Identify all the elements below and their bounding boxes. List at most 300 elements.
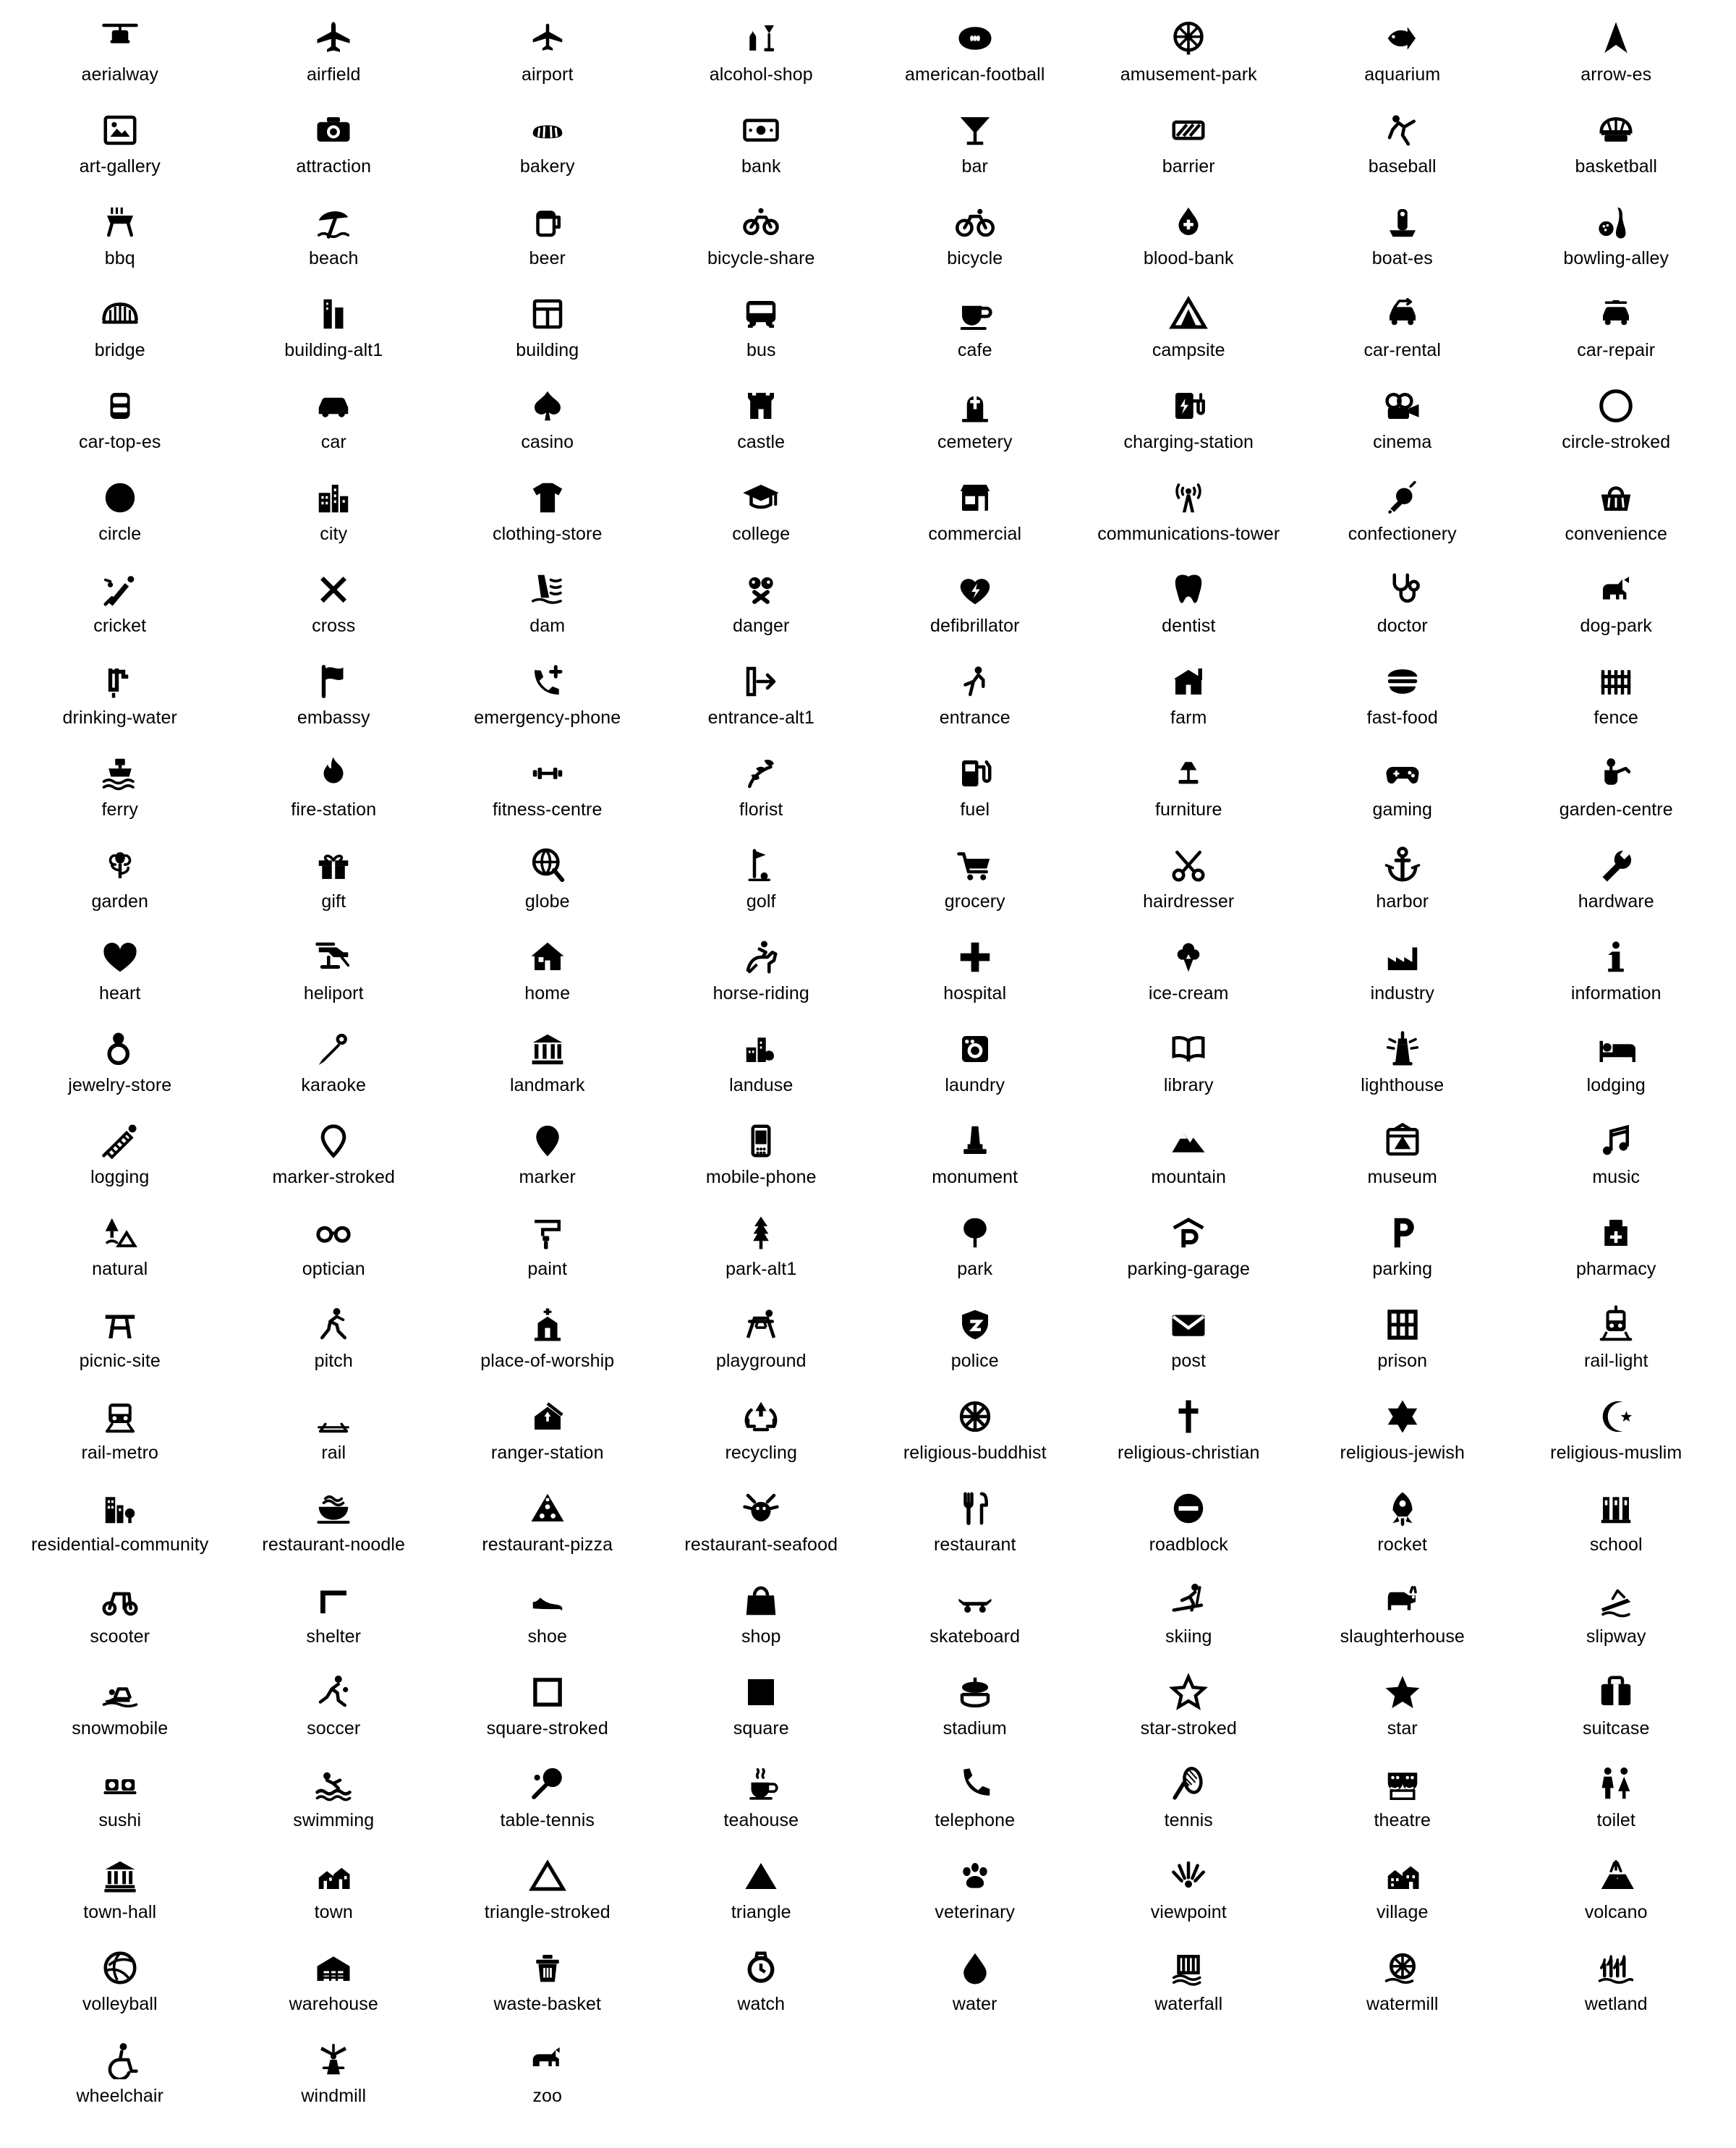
charging-station-icon <box>1169 381 1208 431</box>
icon-cell-aerialway[interactable] <box>13 6 227 98</box>
icon-cell-karaoke[interactable] <box>227 1016 441 1108</box>
bank-icon <box>741 105 780 156</box>
icon-cell-shoe[interactable] <box>441 1568 655 1660</box>
airport-icon <box>528 13 567 64</box>
icon-cell-basketball[interactable] <box>1510 98 1724 190</box>
icon-cell-barrier[interactable] <box>1082 98 1296 190</box>
icon-cell-volleyball[interactable] <box>13 1935 227 2027</box>
icon-label: florist <box>739 799 783 820</box>
icon-cell-attraction[interactable] <box>227 98 441 190</box>
icon-cell-clothing-store[interactable] <box>441 465 655 557</box>
waterfall-icon <box>1169 1943 1208 1993</box>
icon-cell-square-stroked[interactable] <box>441 1660 655 1752</box>
icon-cell-waterfall[interactable] <box>1082 1935 1296 2027</box>
icon-cell-convenience[interactable] <box>1510 465 1724 557</box>
danger-icon <box>741 564 780 615</box>
icon-cell-park-alt1[interactable] <box>655 1200 869 1292</box>
boat-es-icon <box>1383 197 1422 247</box>
icon-cell-entrance[interactable] <box>868 649 1082 741</box>
icon-label: village <box>1376 1902 1429 1922</box>
icon-cell-post[interactable] <box>1082 1292 1296 1384</box>
icon-cell-prison[interactable] <box>1295 1292 1510 1384</box>
lighthouse-icon <box>1383 1024 1422 1074</box>
toilet-icon <box>1596 1759 1635 1809</box>
icon-cell-star-stroked[interactable] <box>1082 1660 1296 1752</box>
icon-label: ice-cream <box>1148 983 1229 1003</box>
car-repair-icon <box>1596 289 1635 339</box>
icon-cell-police[interactable] <box>868 1292 1082 1384</box>
icon-cell-picnic-site[interactable] <box>13 1292 227 1384</box>
alcohol-shop-icon <box>741 13 780 64</box>
restaurant-pizza-icon <box>528 1483 567 1534</box>
icon-cell-doctor[interactable] <box>1295 557 1510 649</box>
icon-cell-slaughterhouse[interactable] <box>1295 1568 1510 1660</box>
icon-label: hardware <box>1578 891 1654 912</box>
icon-cell-harbor[interactable] <box>1295 833 1510 925</box>
icon-cell-rail-light[interactable] <box>1510 1292 1724 1384</box>
icon-cell-square[interactable] <box>655 1660 869 1752</box>
icon-label: american-football <box>905 64 1045 85</box>
icon-label: monument <box>932 1167 1018 1187</box>
icon-cell-triangle-stroked[interactable] <box>441 1843 655 1935</box>
icon-cell-town[interactable] <box>227 1843 441 1935</box>
icon-cell-globe[interactable] <box>441 833 655 925</box>
icon-cell-hardware[interactable] <box>1510 833 1724 925</box>
icon-cell-fire-station[interactable] <box>227 741 441 833</box>
icon-cell-heart[interactable] <box>13 925 227 1016</box>
icon-cell-triangle[interactable] <box>655 1843 869 1935</box>
entrance-alt1-icon <box>741 656 780 707</box>
icon-cell-commercial[interactable] <box>868 465 1082 557</box>
icon-cell-watermill[interactable] <box>1295 1935 1510 2027</box>
icon-cell-emergency-phone[interactable] <box>441 649 655 741</box>
square-icon <box>741 1667 780 1718</box>
icon-cell-warehouse[interactable] <box>227 1935 441 2027</box>
icon-cell-ferry[interactable] <box>13 741 227 833</box>
icon-cell-bicycle[interactable] <box>868 190 1082 281</box>
icon-cell-casino[interactable] <box>441 373 655 465</box>
icon-cell-sushi[interactable] <box>13 1752 227 1843</box>
icon-label: car-repair <box>1577 340 1656 360</box>
icon-cell-school[interactable] <box>1510 1476 1724 1568</box>
icon-cell-wetland[interactable] <box>1510 1935 1724 2027</box>
icon-cell-teahouse[interactable] <box>655 1752 869 1843</box>
star-icon <box>1383 1667 1422 1718</box>
icon-cell-shelter[interactable] <box>227 1568 441 1660</box>
icon-label: laundry <box>945 1075 1005 1095</box>
icon-cell-star[interactable] <box>1295 1660 1510 1752</box>
icon-cell-home[interactable] <box>441 925 655 1016</box>
icon-cell-fence[interactable] <box>1510 649 1724 741</box>
icon-cell-building[interactable] <box>441 281 655 373</box>
icon-cell-restaurant[interactable] <box>868 1476 1082 1568</box>
restaurant-noodle-icon <box>314 1483 353 1534</box>
icon-cell-arrow-es[interactable] <box>1510 6 1724 98</box>
icon-cell-watch[interactable] <box>655 1935 869 2027</box>
icon-cell-museum[interactable] <box>1295 1108 1510 1200</box>
icon-label: waste-basket <box>493 1994 601 2014</box>
icon-label: telephone <box>935 1810 1016 1830</box>
icon-cell-soccer[interactable] <box>227 1660 441 1752</box>
icon-cell-baseball[interactable] <box>1295 98 1510 190</box>
bicycle-share-icon <box>741 197 780 247</box>
cinema-icon <box>1383 381 1422 431</box>
icon-cell-farm[interactable] <box>1082 649 1296 741</box>
icon-cell-hairdresser[interactable] <box>1082 833 1296 925</box>
heliport-icon <box>314 932 353 982</box>
icon-cell-circle-stroked[interactable] <box>1510 373 1724 465</box>
museum-icon <box>1383 1116 1422 1166</box>
icon-label: hospital <box>943 983 1007 1003</box>
icon-cell-stadium[interactable] <box>868 1660 1082 1752</box>
religious-jewish-icon <box>1383 1391 1422 1442</box>
icon-cell-heliport[interactable] <box>227 925 441 1016</box>
icon-label: viewpoint <box>1150 1902 1227 1922</box>
icon-label: marker-stroked <box>272 1167 395 1187</box>
icon-cell-lighthouse[interactable] <box>1295 1016 1510 1108</box>
icon-cell-jewelry-store[interactable] <box>13 1016 227 1108</box>
icon-label: campsite <box>1152 340 1225 360</box>
icon-cell-paint[interactable] <box>441 1200 655 1292</box>
religious-christian-icon <box>1169 1391 1208 1442</box>
icon-cell-scooter[interactable] <box>13 1568 227 1660</box>
icon-label: dam <box>529 616 566 636</box>
icon-cell-hospital[interactable] <box>868 925 1082 1016</box>
icon-cell-water[interactable] <box>868 1935 1082 2027</box>
icon-cell-charging-station[interactable] <box>1082 373 1296 465</box>
icon-label: baseball <box>1368 156 1437 177</box>
icon-cell-recycling[interactable] <box>655 1384 869 1476</box>
communications-tower-icon <box>1169 472 1208 523</box>
icon-cell-place-of-worship[interactable] <box>441 1292 655 1384</box>
icon-cell-fuel[interactable] <box>868 741 1082 833</box>
icon-cell-mountain[interactable] <box>1082 1108 1296 1200</box>
town-icon <box>314 1851 353 1901</box>
icon-label: drinking-water <box>62 708 177 728</box>
icon-cell-restaurant-pizza[interactable] <box>441 1476 655 1568</box>
restaurant-seafood-icon <box>741 1483 780 1534</box>
icon-cell-religious-christian[interactable] <box>1082 1384 1296 1476</box>
icon-cell-religious-muslim[interactable] <box>1510 1384 1724 1476</box>
icon-cell-american-football[interactable] <box>868 6 1082 98</box>
icon-cell-logging[interactable] <box>13 1108 227 1200</box>
icon-cell-telephone[interactable] <box>868 1752 1082 1843</box>
icon-cell-ranger-station[interactable] <box>441 1384 655 1476</box>
icon-cell-parking[interactable] <box>1295 1200 1510 1292</box>
suitcase-icon <box>1596 1667 1635 1718</box>
icon-cell-aquarium[interactable] <box>1295 6 1510 98</box>
icon-cell-bowling-alley[interactable] <box>1510 190 1724 281</box>
zoo-icon <box>528 2034 567 2085</box>
icon-cell-garden[interactable] <box>13 833 227 925</box>
icon-cell-florist[interactable] <box>655 741 869 833</box>
icon-label: rail-light <box>1583 1351 1648 1371</box>
cross-icon <box>314 564 353 615</box>
icon-cell-beer[interactable] <box>441 190 655 281</box>
icon-cell-optician[interactable] <box>227 1200 441 1292</box>
icon-cell-danger[interactable] <box>655 557 869 649</box>
embassy-icon <box>314 656 353 707</box>
icon-cell-zoo[interactable] <box>441 2027 655 2119</box>
icon-cell-cafe[interactable] <box>868 281 1082 373</box>
icon-cell-volcano[interactable] <box>1510 1843 1724 1935</box>
icon-cell-circle[interactable] <box>13 465 227 557</box>
triangle-stroked-icon <box>528 1851 567 1901</box>
icon-cell-dentist[interactable] <box>1082 557 1296 649</box>
icon-cell-golf[interactable] <box>655 833 869 925</box>
icon-cell-bridge[interactable] <box>13 281 227 373</box>
icon-cell-drinking-water[interactable] <box>13 649 227 741</box>
icon-cell-information[interactable] <box>1510 925 1724 1016</box>
commercial-icon <box>956 472 995 523</box>
icon-cell-amusement-park[interactable] <box>1082 6 1296 98</box>
icon-cell-car[interactable] <box>227 373 441 465</box>
icon-label: triangle <box>731 1902 791 1922</box>
icon-cell-embassy[interactable] <box>227 649 441 741</box>
icon-cell-garden-centre[interactable] <box>1510 741 1724 833</box>
icon-cell-ice-cream[interactable] <box>1082 925 1296 1016</box>
icon-cell-roadblock[interactable] <box>1082 1476 1296 1568</box>
icon-label: star <box>1387 1718 1418 1739</box>
icon-cell-restaurant-seafood[interactable] <box>655 1476 869 1568</box>
icon-label: suitcase <box>1582 1718 1650 1739</box>
icon-cell-park[interactable] <box>868 1200 1082 1292</box>
slaughterhouse-icon <box>1383 1575 1422 1626</box>
convenience-icon <box>1596 472 1635 523</box>
icon-cell-cricket[interactable] <box>13 557 227 649</box>
shop-icon <box>741 1575 780 1626</box>
icon-cell-restaurant-noodle[interactable] <box>227 1476 441 1568</box>
icon-cell-library[interactable] <box>1082 1016 1296 1108</box>
icon-label: watermill <box>1366 1994 1439 2014</box>
icon-label: airfield <box>307 64 361 85</box>
icon-cell-alcohol-shop[interactable] <box>655 6 869 98</box>
icon-cell-village[interactable] <box>1295 1843 1510 1935</box>
icon-cell-car-rental[interactable] <box>1295 281 1510 373</box>
icon-cell-mobile-phone[interactable] <box>655 1108 869 1200</box>
icon-cell-gift[interactable] <box>227 833 441 925</box>
swimming-icon <box>314 1759 353 1809</box>
icon-cell-rail-metro[interactable] <box>13 1384 227 1476</box>
icon-label: fence <box>1594 708 1639 728</box>
icon-cell-airfield[interactable] <box>227 6 441 98</box>
landuse-icon <box>741 1024 780 1074</box>
icon-cell-communications-tower[interactable] <box>1082 465 1296 557</box>
icon-label: horse-riding <box>712 983 809 1003</box>
bowling-alley-icon <box>1596 197 1635 247</box>
icon-cell-music[interactable] <box>1510 1108 1724 1200</box>
icon-label: beer <box>529 248 566 268</box>
icon-cell-grocery[interactable] <box>868 833 1082 925</box>
fast-food-icon <box>1383 656 1422 707</box>
icon-cell-veterinary[interactable] <box>868 1843 1082 1935</box>
icon-cell-windmill[interactable] <box>227 2027 441 2119</box>
icon-cell-waste-basket[interactable] <box>441 1935 655 2027</box>
icon-label: table-tennis <box>500 1810 595 1830</box>
icon-cell-viewpoint[interactable] <box>1082 1843 1296 1935</box>
icon-cell-rail[interactable] <box>227 1384 441 1476</box>
icon-cell-car-repair[interactable] <box>1510 281 1724 373</box>
icon-label: hairdresser <box>1143 891 1235 912</box>
soccer-icon <box>314 1667 353 1718</box>
icon-cell-lodging[interactable] <box>1510 1016 1724 1108</box>
icon-cell-tennis[interactable] <box>1082 1752 1296 1843</box>
icon-label: bicycle-share <box>707 248 815 268</box>
icon-cell-swimming[interactable] <box>227 1752 441 1843</box>
icon-label: playground <box>715 1351 807 1371</box>
icon-cell-confectionery[interactable] <box>1295 465 1510 557</box>
icon-cell-skateboard[interactable] <box>868 1568 1082 1660</box>
icon-cell-monument[interactable] <box>868 1108 1082 1200</box>
icon-label: volleyball <box>82 1994 158 2014</box>
theatre-icon <box>1383 1759 1422 1809</box>
icon-label: recycling <box>725 1443 798 1463</box>
heart-icon <box>101 932 140 982</box>
icon-label: gaming <box>1372 799 1433 820</box>
icon-cell-car-top-es[interactable] <box>13 373 227 465</box>
icon-label: grocery <box>944 891 1005 912</box>
building-icon <box>528 289 567 339</box>
icon-cell-pitch[interactable] <box>227 1292 441 1384</box>
icon-label: prison <box>1377 1351 1428 1371</box>
rocket-icon <box>1383 1483 1422 1534</box>
religious-buddhist-icon <box>956 1391 995 1442</box>
restaurant-icon <box>956 1483 995 1534</box>
parking-garage-icon <box>1169 1207 1208 1258</box>
icon-cell-gaming[interactable] <box>1295 741 1510 833</box>
triangle-icon <box>741 1851 780 1901</box>
icon-cell-art-gallery[interactable] <box>13 98 227 190</box>
icon-cell-bar[interactable] <box>868 98 1082 190</box>
icon-cell-laundry[interactable] <box>868 1016 1082 1108</box>
icon-cell-blood-bank[interactable] <box>1082 190 1296 281</box>
icon-cell-religious-buddhist[interactable] <box>868 1384 1082 1476</box>
icon-cell-boat-es[interactable] <box>1295 190 1510 281</box>
icon-cell-parking-garage[interactable] <box>1082 1200 1296 1292</box>
harbor-icon <box>1383 840 1422 891</box>
hospital-icon <box>956 932 995 982</box>
icon-label: religious-muslim <box>1550 1443 1682 1463</box>
watermill-icon <box>1383 1943 1422 1993</box>
icon-label: arrow-es <box>1580 64 1652 85</box>
town-hall-icon <box>101 1851 140 1901</box>
icon-cell-marker-stroked[interactable] <box>227 1108 441 1200</box>
icon-cell-horse-riding[interactable] <box>655 925 869 1016</box>
icon-label: town <box>314 1902 353 1922</box>
bakery-icon <box>528 105 567 156</box>
icon-label: music <box>1592 1167 1641 1187</box>
icon-cell-fast-food[interactable] <box>1295 649 1510 741</box>
icon-cell-residential-community[interactable] <box>13 1476 227 1568</box>
icon-label: blood-bank <box>1143 248 1234 268</box>
icon-cell-cemetery[interactable] <box>868 373 1082 465</box>
icon-label: bus <box>746 340 776 360</box>
icon-cell-building-alt1[interactable] <box>227 281 441 373</box>
icon-cell-campsite[interactable] <box>1082 281 1296 373</box>
icon-cell-fitness-centre[interactable] <box>441 741 655 833</box>
water-icon <box>956 1943 995 1993</box>
tennis-icon <box>1169 1759 1208 1809</box>
icon-cell-suitcase[interactable] <box>1510 1660 1724 1752</box>
icon-cell-wheelchair[interactable] <box>13 2027 227 2119</box>
icon-label: lodging <box>1586 1075 1646 1095</box>
icon-cell-landmark[interactable] <box>441 1016 655 1108</box>
windmill-icon <box>314 2034 353 2085</box>
icon-cell-skiing[interactable] <box>1082 1568 1296 1660</box>
veterinary-icon <box>956 1851 995 1901</box>
icon-label: heart <box>99 983 141 1003</box>
icon-cell-pharmacy[interactable] <box>1510 1200 1724 1292</box>
icon-cell-landuse[interactable] <box>655 1016 869 1108</box>
icon-cell-religious-jewish[interactable] <box>1295 1384 1510 1476</box>
bicycle-icon <box>956 197 995 247</box>
icon-label: castle <box>737 432 786 452</box>
icon-cell-snowmobile[interactable] <box>13 1660 227 1752</box>
icon-cell-toilet[interactable] <box>1510 1752 1724 1843</box>
icon-cell-playground[interactable] <box>655 1292 869 1384</box>
bridge-icon <box>101 289 140 339</box>
icon-cell-natural[interactable] <box>13 1200 227 1292</box>
icon-cell-college[interactable] <box>655 465 869 557</box>
icon-cell-dam[interactable] <box>441 557 655 649</box>
barrier-icon <box>1169 105 1208 156</box>
icon-label: windmill <box>301 2086 367 2106</box>
bbq-icon <box>101 197 140 247</box>
icon-cell-rocket[interactable] <box>1295 1476 1510 1568</box>
icon-cell-table-tennis[interactable] <box>441 1752 655 1843</box>
icon-cell-marker[interactable] <box>441 1108 655 1200</box>
icon-cell-theatre[interactable] <box>1295 1752 1510 1843</box>
icon-cell-bank[interactable] <box>655 98 869 190</box>
wheelchair-icon <box>101 2034 140 2085</box>
icon-label: alcohol-shop <box>709 64 813 85</box>
icon-label: wheelchair <box>76 2086 163 2106</box>
icon-cell-city[interactable] <box>227 465 441 557</box>
icon-cell-bus[interactable] <box>655 281 869 373</box>
icon-cell-entrance-alt1[interactable] <box>655 649 869 741</box>
icon-cell-beach[interactable] <box>227 190 441 281</box>
icon-cell-industry[interactable] <box>1295 925 1510 1016</box>
icon-cell-cross[interactable] <box>227 557 441 649</box>
icon-label: park <box>957 1259 993 1279</box>
icon-cell-furniture[interactable] <box>1082 741 1296 833</box>
icon-label: aerialway <box>81 64 158 85</box>
icon-cell-bicycle-share[interactable] <box>655 190 869 281</box>
icon-cell-cinema[interactable] <box>1295 373 1510 465</box>
icon-label: school <box>1589 1534 1643 1555</box>
icon-cell-castle[interactable] <box>655 373 869 465</box>
icon-label: ferry <box>101 799 138 820</box>
shoe-icon <box>528 1575 567 1626</box>
icon-label: building <box>516 340 579 360</box>
baseball-icon <box>1383 105 1422 156</box>
religious-muslim-icon <box>1596 1391 1635 1442</box>
icon-cell-bbq[interactable] <box>13 190 227 281</box>
icon-cell-defibrillator[interactable] <box>868 557 1082 649</box>
skiing-icon <box>1169 1575 1208 1626</box>
icon-cell-bakery[interactable] <box>441 98 655 190</box>
icon-cell-airport[interactable] <box>441 6 655 98</box>
icon-cell-shop[interactable] <box>655 1568 869 1660</box>
garden-centre-icon <box>1596 748 1635 799</box>
icon-label: square <box>733 1718 789 1739</box>
icon-label: star-stroked <box>1140 1718 1237 1739</box>
icon-cell-dog-park[interactable] <box>1510 557 1724 649</box>
icon-cell-town-hall[interactable] <box>13 1843 227 1935</box>
icon-cell-slipway[interactable] <box>1510 1568 1724 1660</box>
circle-stroked-icon <box>1596 381 1635 431</box>
laundry-icon <box>956 1024 995 1074</box>
